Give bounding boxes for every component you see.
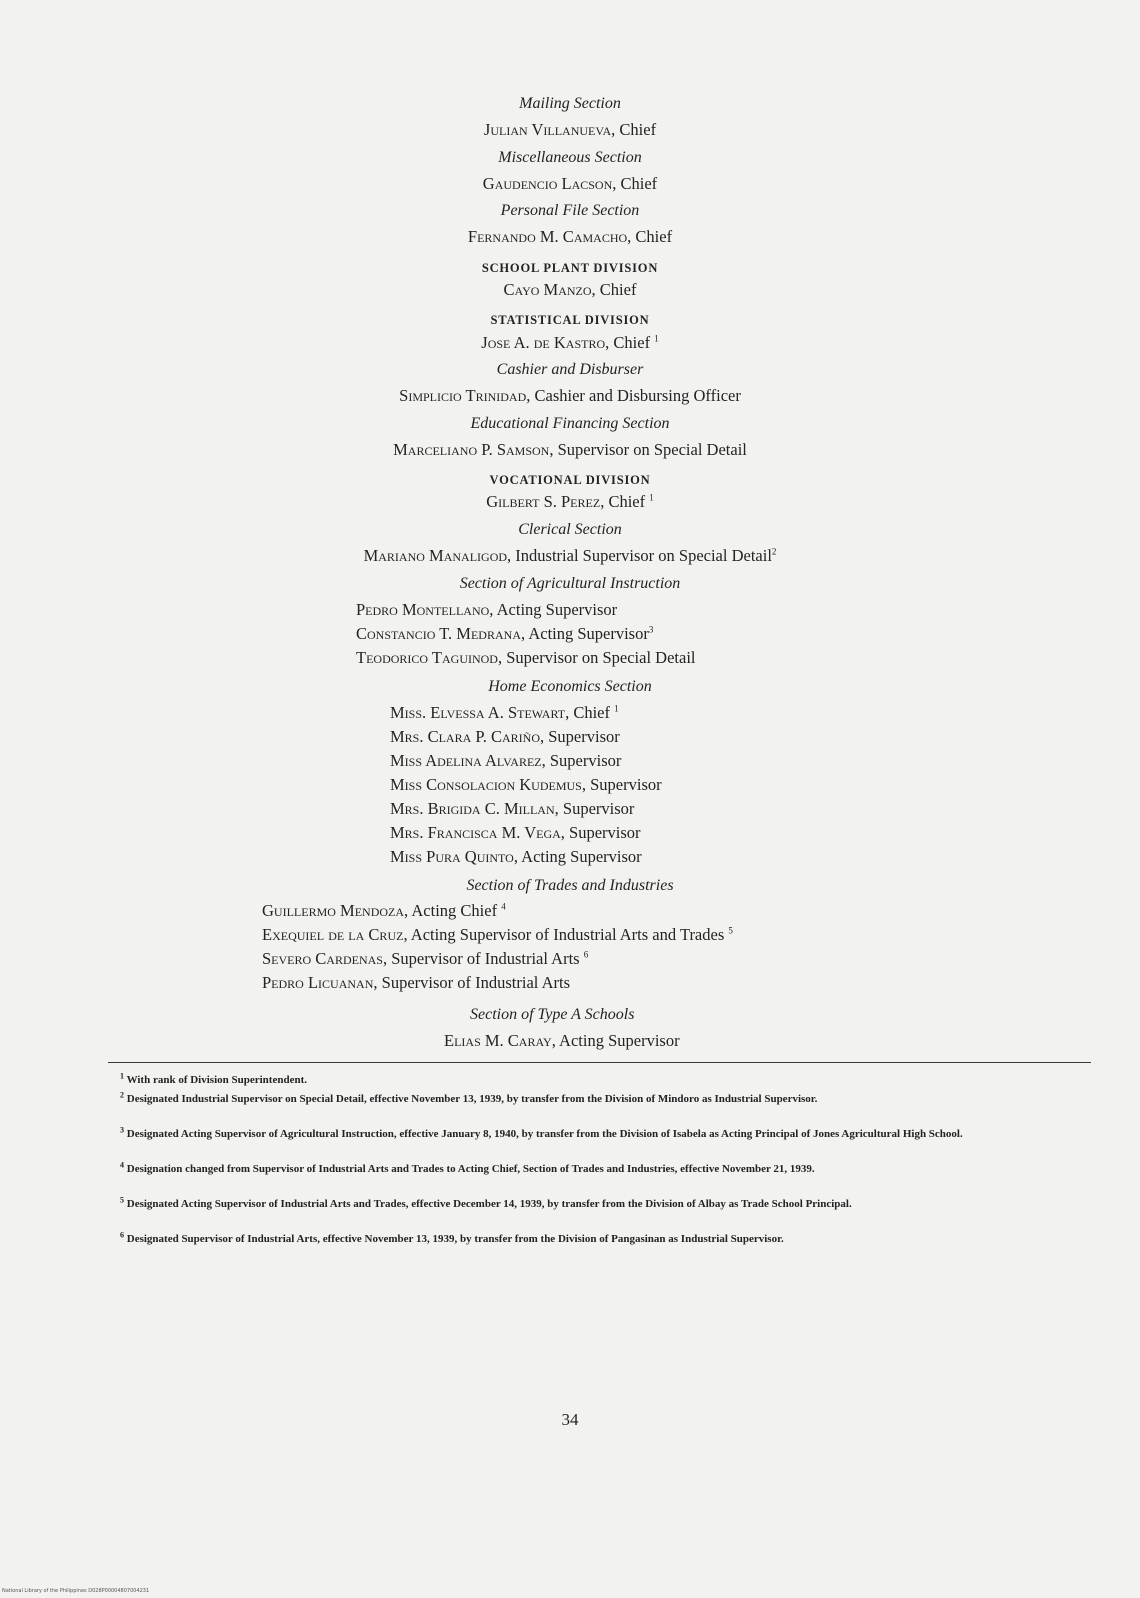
person-name: Exequiel de la Cruz	[262, 925, 404, 944]
footnote-ref: 2	[771, 546, 777, 557]
section-heading-personal-file: Personal File Section	[500, 202, 640, 219]
person-name: Miss Consolacion Kudemus	[390, 775, 582, 794]
footnote	[108, 1197, 1091, 1212]
person-title: , Acting Supervisor of Industrial Arts and Trades	[403, 925, 725, 944]
person-entry	[356, 600, 617, 620]
division-heading-statistical: STATISTICAL DIVISION	[490, 313, 650, 327]
person-name: Fernando M. Camacho	[467, 227, 628, 246]
footnote-ref: 4	[501, 901, 506, 912]
person-name: Elias M. Caray	[444, 1031, 552, 1050]
person-entry	[390, 823, 641, 843]
person-entry	[356, 648, 696, 668]
footnote-ref: 1	[654, 333, 659, 344]
footnote	[108, 1073, 1091, 1088]
footnote	[108, 1127, 1091, 1142]
person-entry	[0, 227, 1140, 247]
person-title: , Chief	[612, 174, 658, 193]
person-name: Pedro Licuanan	[262, 973, 374, 992]
section-heading-agricultural: Section of Agricultural Instruction	[459, 575, 681, 592]
footnote-number: 3	[120, 1125, 124, 1135]
person-entry	[0, 386, 1140, 406]
person-name: Miss Pura Quinto	[390, 847, 514, 866]
person-entry	[0, 440, 1140, 460]
person-title: , Acting Supervisor	[513, 847, 642, 866]
person-entry	[390, 703, 619, 723]
person-title: , Supervisor of Industrial Arts	[382, 949, 580, 968]
footnote-text: Designated Industrial Supervisor on Special Detail, effective November 13, 1939, by transfer from the Division of Mindoro as Industrial Supervisor.	[126, 1093, 818, 1105]
footnote-number: 5	[120, 1195, 124, 1205]
person-title: , Chief	[627, 227, 673, 246]
footnote-text: With rank of Division Superintendent.	[126, 1074, 307, 1086]
person-name: Teodorico Taguinod	[356, 648, 498, 667]
page-number: 34	[561, 1410, 579, 1429]
person-entry	[390, 847, 642, 867]
footnote-number: 2	[120, 1090, 124, 1100]
person-entry	[390, 727, 620, 747]
person-name: Mariano Manaligod	[363, 546, 508, 565]
person-name: Cayo Manzo	[503, 280, 592, 299]
person-entry	[390, 751, 621, 771]
person-title: , Supervisor on Special Detail	[497, 648, 696, 667]
footnote-divider	[108, 1062, 1091, 1063]
person-title: , Chief	[611, 120, 657, 139]
person-title: , Cashier and Disbursing Officer	[526, 386, 741, 405]
person-title: , Industrial Supervisor on Special Detail	[507, 546, 772, 565]
section-heading-home-economics: Home Economics Section	[488, 678, 652, 695]
person-name: Miss. Elvessa A. Stewart	[390, 703, 566, 722]
footnote-number: 4	[120, 1160, 124, 1170]
person-name: Julian Villanueva	[483, 120, 612, 139]
person-title: , Supervisor	[560, 823, 641, 842]
person-title: , Acting Supervisor	[551, 1031, 680, 1050]
person-name: Guillermo Mendoza	[262, 901, 405, 920]
footnote-number: 1	[120, 1071, 124, 1081]
section-heading-miscellaneous: Miscellaneous Section	[498, 149, 642, 166]
division-heading-vocational: VOCATIONAL DIVISION	[489, 473, 651, 487]
person-name: Marceliano P. Samson	[393, 440, 550, 459]
person-name: Gilbert S. Perez	[486, 492, 601, 511]
person-entry	[0, 120, 1140, 140]
person-entry	[390, 799, 634, 819]
person-name: Mrs. Clara P. Cariño	[390, 727, 540, 746]
footnote-number: 6	[120, 1230, 124, 1240]
source-label: National Library of the Philippines D028P00004807004231	[2, 1588, 150, 1594]
division-heading-school-plant: SCHOOL PLANT DIVISION	[481, 261, 659, 275]
person-entry	[444, 1031, 680, 1051]
person-name: Jose A. de Kastro	[481, 333, 606, 352]
person-title: , Supervisor	[554, 799, 635, 818]
footnote-ref: 3	[648, 624, 654, 635]
person-title: , Chief	[591, 280, 637, 299]
person-title: , Supervisor	[540, 727, 620, 746]
person-entry	[0, 492, 1140, 512]
person-entry	[262, 925, 733, 945]
person-title: , Supervisor	[541, 751, 622, 770]
person-name: Severo Cardenas	[262, 949, 383, 968]
section-heading-clerical: Clerical Section	[518, 521, 622, 538]
person-title: , Chief	[605, 333, 651, 352]
person-name: Gaudencio Lacson	[482, 174, 613, 193]
person-entry	[262, 949, 588, 969]
person-entry	[0, 546, 1140, 566]
person-name: Constancio T. Medrana	[356, 624, 521, 643]
person-name: Mrs. Francisca M. Vega	[390, 823, 561, 842]
person-entry	[262, 901, 506, 921]
footnote-text: Designated Supervisor of Industrial Arts, effective November 13, 1939, by transfer from the Division of Pangasinan as Industrial Supervisor.	[126, 1233, 784, 1245]
section-heading-type-a-schools: Section of Type A Schools	[470, 1006, 635, 1023]
section-heading-mailing: Mailing Section	[519, 95, 621, 112]
footnote-ref: 1	[614, 703, 619, 714]
person-title: , Supervisor of Industrial Arts	[373, 973, 570, 992]
footnote	[108, 1232, 1091, 1247]
person-entry	[262, 973, 570, 993]
section-heading-educational-financing: Educational Financing Section	[470, 415, 670, 432]
person-name: Miss Adelina Alvarez	[390, 751, 542, 770]
person-name: Mrs. Brigida C. Millan	[390, 799, 555, 818]
footnote-text: Designated Acting Supervisor of Agricultural Instruction, effective January 8, 1940, by transfer from the Division of Isabela as Acting Principal of Jones Agricultural High School.	[126, 1128, 963, 1140]
person-entry	[356, 624, 653, 644]
person-title: , Chief	[600, 492, 646, 511]
footnote-text: Designation changed from Supervisor of Industrial Arts and Trades to Acting Chief, Section of Trades and Industries, effective November 21, 1939.	[126, 1163, 815, 1175]
person-title: , Supervisor on Special Detail	[549, 440, 747, 459]
person-entry	[0, 333, 1140, 353]
footnote-ref: 1	[649, 492, 654, 503]
person-title: , Chief	[565, 703, 610, 722]
person-entry	[0, 174, 1140, 194]
footnote	[108, 1092, 1091, 1107]
person-name: Simplicio Trinidad	[399, 386, 527, 405]
footnote	[108, 1162, 1091, 1177]
person-title: , Acting Supervisor	[520, 624, 649, 643]
section-heading-trades-industries: Section of Trades and Industries	[466, 877, 674, 894]
section-heading-cashier: Cashier and Disburser	[496, 361, 644, 378]
footnote-text: Designated Acting Supervisor of Industrial Arts and Trades, effective December 14, 1939, by transfer from the Division of Albay as Trade School Principal.	[126, 1198, 852, 1210]
person-name: Pedro Montellano	[356, 600, 490, 619]
footnote-ref: 5	[728, 925, 733, 936]
person-title: , Supervisor	[581, 775, 662, 794]
person-entry	[0, 280, 1140, 300]
footnote-ref: 6	[583, 949, 589, 960]
person-entry	[390, 775, 662, 795]
person-title: , Acting Supervisor	[489, 600, 618, 619]
person-title: , Acting Chief	[404, 901, 498, 920]
